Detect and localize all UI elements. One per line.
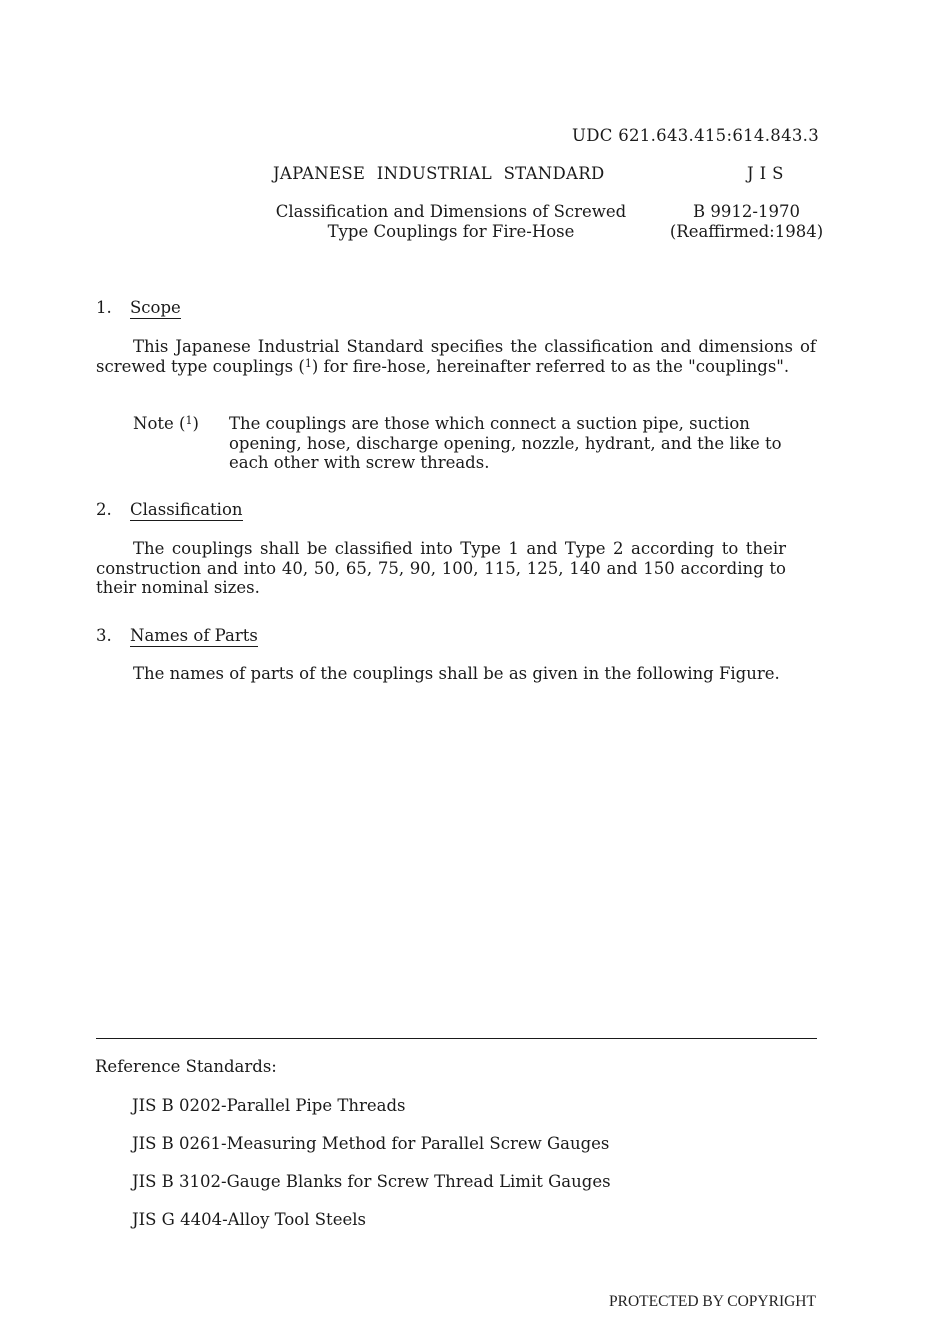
section-heading-names-of-parts	[96, 626, 258, 646]
scope-text-2: ) for fire-hose, hereinafter referred to as the "couplings".	[311, 356, 790, 376]
names-of-parts-paragraph	[96, 664, 791, 684]
document-number	[664, 202, 829, 241]
footnote-ref: 1	[304, 356, 312, 370]
reference-item: JIS B 3102-Gauge Blanks for Screw Thread Limit Gauges	[132, 1172, 611, 1191]
note-label	[133, 414, 199, 434]
section-title: Scope	[130, 298, 181, 317]
reference-heading: Reference Standards:	[95, 1057, 277, 1076]
section-title: Classification	[130, 500, 243, 519]
reaffirmed-date: (Reaffirmed:1984)	[669, 221, 824, 241]
scope-paragraph	[96, 337, 816, 376]
section-number: 2.	[96, 500, 112, 519]
note-label-text: Note (	[133, 414, 186, 433]
note-label-end: )	[192, 414, 199, 433]
copyright-notice: PROTECTED BY COPYRIGHT	[609, 1293, 816, 1310]
classification-text: The couplings shall be classified into Type 1 and Type 2 according to their construction and into 40, 50, 65, 75, 90, 100, 115, 125, 140 and 150 according to their nominal sizes.	[96, 539, 786, 597]
standard-number: B 9912-1970	[693, 202, 800, 221]
reference-item: JIS G 4404-Alloy Tool Steels	[132, 1210, 366, 1229]
note-paragraph: The couplings are those which connect a suction pipe, suction opening, hose, discharge opening, nozzle, hydrant, and the like to each other with screw threads.	[229, 414, 782, 472]
standard-name: JAPANESE INDUSTRIAL STANDARD	[273, 164, 605, 183]
title-line-2: Type Couplings for Fire-Hose	[327, 221, 575, 241]
reference-item: JIS B 0261-Measuring Method for Parallel Screw Gauges	[132, 1134, 610, 1153]
note-footnote-number: 1	[185, 414, 193, 427]
horizontal-rule	[96, 1038, 817, 1039]
section-number: 3.	[96, 626, 112, 645]
section-heading-scope	[96, 298, 181, 318]
title-line-1: Classification and Dimensions of Screwed	[275, 202, 627, 221]
scope-text-1: This Japanese Industrial Standard specifies the classification and dimensions of screwed type couplings (	[96, 337, 816, 376]
note-text	[229, 414, 809, 473]
classification-paragraph	[96, 539, 786, 598]
jis-mark: JIS	[747, 164, 790, 183]
section-heading-classification	[96, 500, 243, 520]
udc-number: UDC 621.643.415:614.843.3	[572, 126, 820, 145]
names-of-parts-text: The names of parts of the couplings shall be as given in the following Figure.	[133, 664, 780, 683]
document-title	[262, 202, 640, 241]
section-title: Names of Parts	[130, 626, 258, 645]
reference-item: JIS B 0202-Parallel Pipe Threads	[132, 1096, 406, 1115]
section-number: 1.	[96, 298, 112, 317]
